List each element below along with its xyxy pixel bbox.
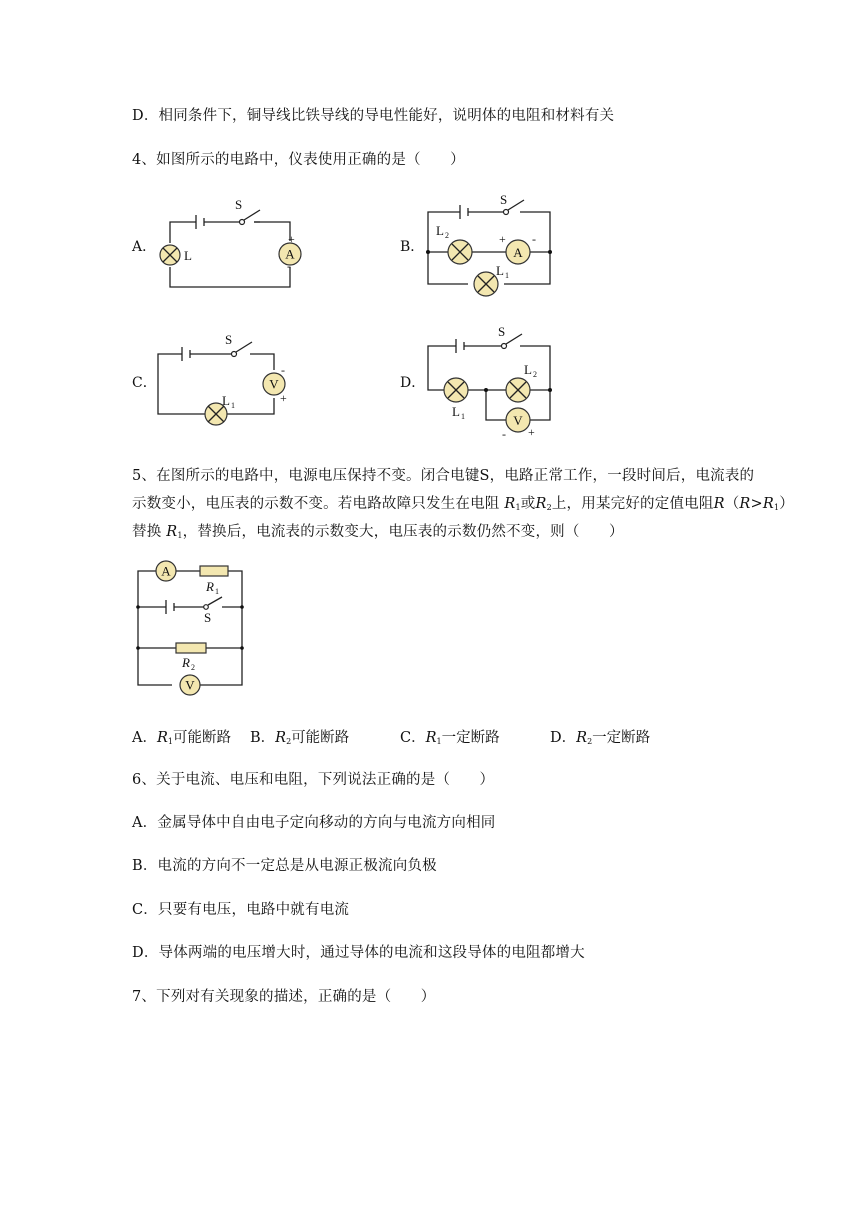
q5-resistor-r2-icon	[176, 643, 206, 653]
q4-option-b-label: B．	[400, 239, 425, 255]
q5-r1-label: R	[206, 579, 214, 594]
q6-option-b: B．电流的方向不一定总是从电源正极流向负极	[132, 858, 437, 874]
q5-option-c: C．R1一定断路	[400, 730, 500, 746]
q5-stem-line-2: 示数变小，电压表的示数不变。若电路故障只发生在电阻 R1或R2上，用某完好的定值电阻R（R>R1）	[132, 496, 794, 512]
q6-option-c: C．只要有电压，电路中就有电流	[132, 902, 350, 918]
circuit-b-lamp-l1-label: L	[496, 263, 504, 278]
circuit-c-switch-label: S	[225, 332, 233, 347]
q5-circuit-diagram	[130, 555, 260, 700]
q4-stem: 4、如图所示的电路中，仪表使用正确的是（ ）	[132, 152, 465, 168]
circuit-a-lamp-label: L	[184, 248, 192, 263]
circuit-c-plus-sign: +	[280, 391, 287, 405]
circuit-a-diagram	[150, 195, 310, 295]
circuit-a-switch-label: S	[235, 197, 243, 212]
circuit-a-ammeter-label: A	[285, 246, 295, 262]
circuit-d-lamp-l2-sub: 2	[533, 370, 537, 379]
circuit-c-diagram	[150, 330, 310, 430]
q5-voltmeter-label: V	[185, 677, 195, 693]
q4-option-a-label: A．	[132, 239, 157, 255]
circuit-b-lamp-l2-sub: 2	[445, 231, 449, 240]
circuit-d-voltmeter-label: V	[513, 413, 523, 428]
circuit-b-switch-label: S	[500, 192, 508, 207]
q3-option-d: D．相同条件下，铜导线比铁导线的导电性能好，说明体的电阻和材料有关	[132, 108, 615, 124]
q5-switch-label: S	[204, 610, 212, 625]
q5-r2-label: R	[182, 655, 190, 670]
q5-option-a: A．R1可能断路	[132, 730, 231, 746]
circuit-d-switch-label: S	[498, 324, 506, 339]
q6-option-d: D．导体两端的电压增大时，通过导体的电流和这段导体的电阻都增大	[132, 945, 585, 961]
circuit-d-diagram	[420, 322, 570, 442]
circuit-c-lamp-label: L	[222, 393, 230, 408]
q5-r2-sub: 2	[191, 663, 195, 672]
q5-stem-line-1: 5、在图所示的电路中，电源电压保持不变。闭合电键S，电路正常工作，一段时间后，电流表的	[132, 468, 755, 484]
circuit-d-plus-sign: +	[528, 425, 535, 439]
circuit-b-plus-sign: +	[499, 232, 506, 246]
q5-r1-sub: 1	[215, 587, 219, 596]
circuit-b-lamp-l1-sub: 1	[505, 271, 509, 280]
circuit-c-voltmeter-label: V	[269, 376, 279, 392]
circuit-b-minus-sign: -	[532, 232, 536, 246]
q6-option-a: A．金属导体中自由电子定向移动的方向与电流方向相同	[132, 815, 496, 831]
q5-option-b: B．R2可能断路	[250, 730, 350, 746]
circuit-b-diagram	[420, 190, 570, 300]
circuit-b-lamp-l2-label: L	[436, 223, 444, 238]
q6-stem: 6、关于电流、电压和电阻，下列说法正确的是（ ）	[132, 772, 495, 788]
q5-ammeter-label: A	[161, 563, 171, 579]
circuit-d-minus-sign: -	[502, 427, 506, 441]
circuit-c-minus-sign: -	[281, 363, 285, 377]
circuit-c-lamp-sub: 1	[231, 401, 235, 410]
circuit-a-minus-sign: -	[287, 259, 291, 273]
q5-stem-line-3: 替换 R1，替换后，电流表的示数变大，电压表的示数仍然不变，则（ ）	[132, 524, 624, 540]
q4-option-d-label: D．	[400, 375, 426, 391]
q5-resistor-r1-icon	[200, 566, 228, 576]
circuit-b-ammeter-label: A	[513, 245, 523, 260]
circuit-d-lamp-l1-sub: 1	[461, 412, 465, 421]
q4-option-c-label: C．	[132, 375, 157, 391]
q7-stem: 7、下列对有关现象的描述，正确的是（ ）	[132, 989, 436, 1005]
q5-option-d: D．R2一定断路	[550, 730, 651, 746]
circuit-d-lamp-l1-label: L	[452, 404, 460, 419]
circuit-d-lamp-l2-label: L	[524, 362, 532, 377]
circuit-a-plus-sign: +	[288, 232, 295, 246]
